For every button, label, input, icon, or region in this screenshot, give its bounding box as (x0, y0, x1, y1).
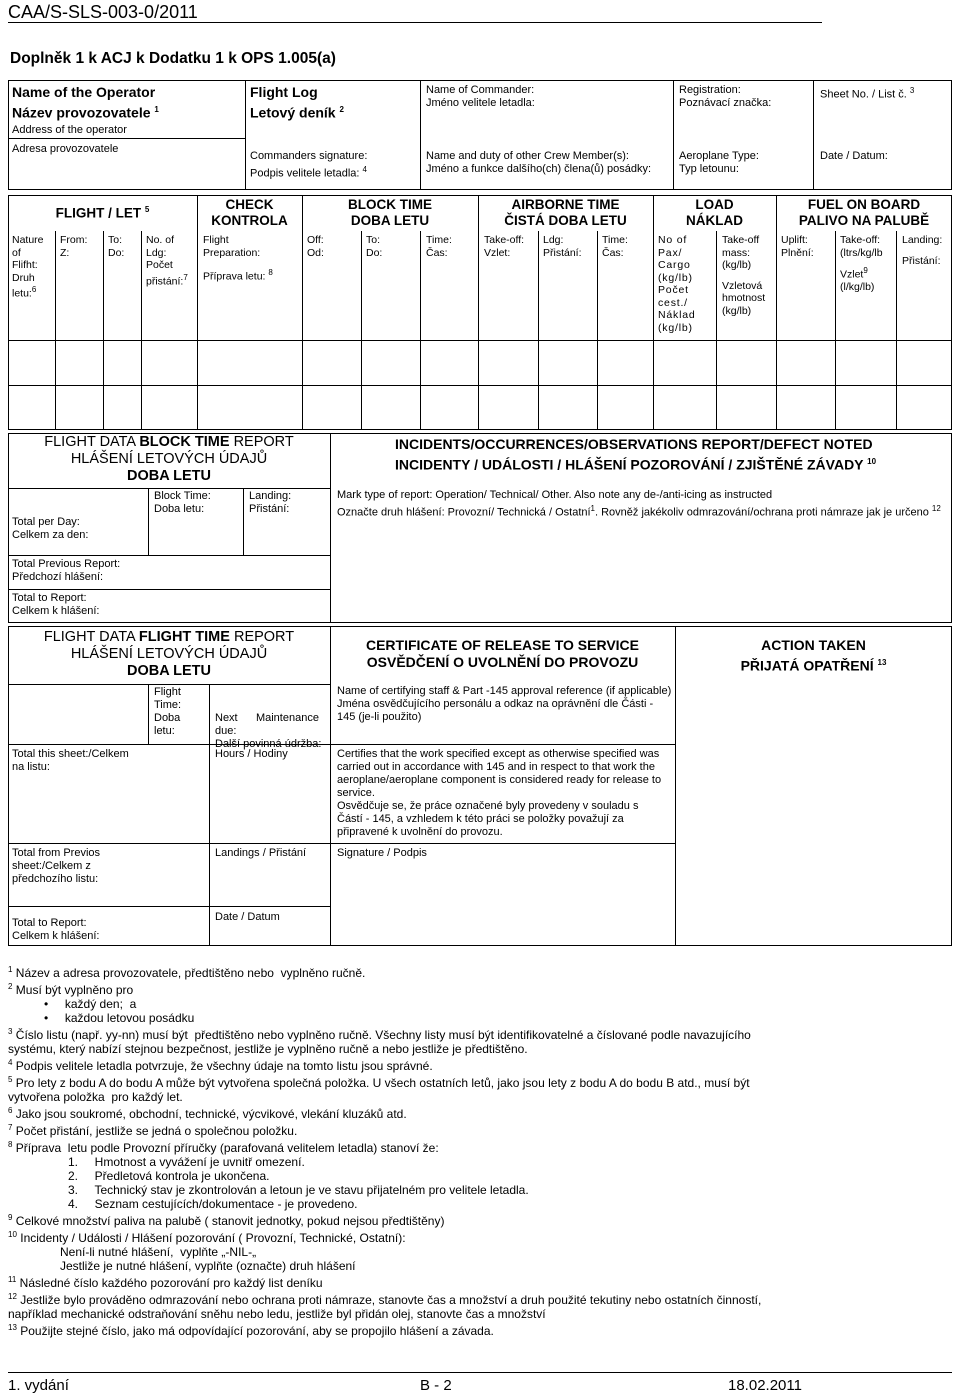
footnote-line (8, 1155, 948, 1169)
flight-grid (8, 195, 952, 430)
footnote-text: Není-li nutné hlášení, vyplňte „-NIL-„ (60, 1245, 257, 1259)
col-fuel-landing: Landing: Přistání: (902, 234, 943, 267)
operator-address-label: Adresa provozovatele (12, 143, 119, 155)
grid-col-line (55, 231, 56, 430)
col-pax-cargo: No of Pax/ Cargo (kg/lb) Počet cest./ Náklad (kg/lb) (658, 234, 696, 334)
check-group-header: CHECK KONTROLA (211, 197, 288, 228)
total-previous-sheet-label: Total from Previos sheet:/Celkem z předchozího listu: (12, 847, 101, 885)
footnote-line (8, 1273, 948, 1290)
grid-col-line (103, 231, 104, 430)
footnote-line (8, 1290, 948, 1307)
footnote-number: 13 (8, 1323, 17, 1332)
footnote-text: Příprava letu podle Provozní příručky (parafovaná velitelem letadla) stanoví že: (12, 1141, 439, 1155)
total-per-day-label: Total per Day: Celkem za den: (12, 516, 89, 541)
grid-col-line (141, 231, 142, 430)
grid-col-line (302, 195, 303, 430)
footnote-number: 5 (8, 1075, 13, 1084)
footnote-text: 3. Technický stav je zkontrolován a letoun je ve stavu přijatelném pro velitele letadla. (68, 1183, 529, 1197)
sheet-number-field: Sheet No. / List č. $^3$ (820, 86, 915, 101)
crew-field: Name and duty of other Crew Member(s): Jméno a funkce dalšího(ch) člena(ů) posádky: (426, 150, 652, 175)
footnote-line (8, 1245, 948, 1259)
divider (8, 684, 330, 685)
footnote-number: 8 (8, 1140, 13, 1149)
operator-name-block: Name of the Operator Název provozovatele $^1$ Address of the operator (12, 84, 159, 136)
flight-time-col: Flight Time: Doba letu: (154, 686, 182, 737)
footnote-line (8, 1056, 948, 1073)
footnote-line (8, 1197, 948, 1211)
flight-group-header: FLIGHT / LET $^5$ (55, 205, 150, 221)
footnote-number: 12 (8, 1292, 17, 1301)
footnote-number: 9 (8, 1213, 13, 1222)
grid-col-line (597, 231, 598, 430)
document-title: Doplněk 1 k ACJ k Dodatku 1 k OPS 1.005(a) (10, 50, 336, 67)
footnote-text: Jestliže bylo prováděno odmrazování nebo ochrana proti námraze, stanovte čas a množství a druh použité tekutiny nebo ostatních činností, (16, 1293, 762, 1307)
footnote-number: 2 (8, 982, 13, 991)
landings-label: Landings / Přistání (215, 847, 307, 859)
grid-col-line (896, 231, 897, 430)
divider (148, 488, 149, 555)
flight-log-title: Flight Log Letový deník $^2$ (250, 84, 344, 121)
block-time-group-header: BLOCK TIME DOBA LETU (348, 197, 432, 228)
footnote-text: Incidenty / Události / Hlášení pozorování ( Provozní, Technické, Ostatní): (16, 1231, 406, 1245)
grid-col-line (776, 195, 777, 430)
footnote-number: 4 (8, 1058, 13, 1067)
grid-row-line (8, 385, 952, 386)
divider (8, 555, 330, 556)
footnote-text: 1. Hmotnost a vyvážení je uvnitř omezení. (68, 1155, 305, 1169)
footnote-text: například mechanické odstraňování sněhu nebo ledu, jestliže byl přidán olej, stanovte čas a množství (8, 1307, 546, 1321)
footnote-line (8, 1169, 948, 1183)
footnote-number: 7 (8, 1123, 13, 1132)
divider (8, 906, 330, 907)
load-group-header: LOAD NÁKLAD (686, 197, 743, 228)
registration-field: Registration: Poznávací značka: (679, 84, 772, 109)
footnote-text: Musí být vyplněno pro (12, 983, 134, 997)
footnote-text: Jestliže je nutné hlášení, vyplňte (označte) druh hlášení (60, 1259, 356, 1273)
hours-label: Hours / Hodiny (215, 748, 288, 760)
footnote-text: Následné číslo každého pozorování pro každý list deníku (16, 1276, 323, 1290)
footnote-text: systému, který nabízí stejnou bezpečnost, jestliže je vyplněno ručně a nebo jestliže je předtištěno. (8, 1042, 528, 1056)
airborne-time-group-header: AIRBORNE TIME ČISTÁ DOBA LETU (504, 197, 627, 228)
footnote-line (8, 1121, 948, 1138)
footnote-text: Počet přistání, jestliže se jedná o společnou položku. (12, 1124, 298, 1138)
footnote-text: Celkové množství paliva na palubě ( stanovit jednotky, pokud nejsou předtištěny) (12, 1214, 445, 1228)
footnote-line (8, 1104, 948, 1121)
col-airborne-landing: Ldg: Přistání: (543, 234, 582, 259)
grid-col-line (197, 195, 198, 430)
commander-signature-field: Commanders signature: Podpis velitele letadla: $^4$ (250, 150, 368, 180)
fuel-group-header: FUEL ON BOARD PALIVO NA PALUBĚ (798, 197, 930, 228)
footnote-text: • každý den; a (44, 997, 137, 1011)
footnote-line (8, 1183, 948, 1197)
grid-row-line (8, 340, 952, 341)
landing-col: Landing: Přistání: (249, 490, 292, 515)
footnote-number: 6 (8, 1106, 13, 1115)
divider (8, 138, 245, 139)
footer-edition: 1. vydání (8, 1377, 69, 1394)
footnote-number: 10 (8, 1230, 17, 1239)
footnotes (8, 963, 948, 1338)
divider (420, 80, 421, 190)
certification-statement: Certifies that the work specified except as otherwise specified was carried out in accordance with 145 and in respect to that work the aeroplane/aeroplane component is considered ready for release to service. Osvědčuje se, že práce označené byly provedeny v souladu s Částí - 145, a vzhledem k této práci se položky považují za připravené k uvolnění do provozu. (337, 748, 662, 838)
total-this-sheet-label: Total this sheet:/Celkem na listu: (12, 748, 129, 773)
footnote-line (8, 963, 948, 980)
footnote-number: 1 (8, 965, 13, 974)
footnote-line (8, 1211, 948, 1228)
divider (813, 80, 814, 190)
col-from: From: Z: (60, 234, 88, 259)
col-airborne-time: Time: Čas: (602, 234, 628, 259)
divider (148, 684, 149, 744)
footer-date: 18.02.2011 (728, 1377, 802, 1394)
total-to-report-label-2: Total to Report: Celkem k hlášení: (12, 917, 100, 942)
divider (8, 744, 675, 745)
footnote-line (8, 1307, 948, 1321)
footnote-text: Číslo listu (např. yy-nn) musí být předtištěno nebo vyplněno ručně. Všechny listy musí být identifikovatelné a číslované podle navazujícího (12, 1028, 751, 1042)
footnote-line (8, 1042, 948, 1056)
total-previous-label: Total Previous Report: Předchozí hlášení: (12, 558, 121, 583)
footnote-text: vytvořena položka pro každý let. (8, 1090, 183, 1104)
footnote-text: Použijte stejné číslo, jako má odpovídající pozorování, aby se propojilo hlášení a závada. (16, 1324, 494, 1338)
col-block-to: To: Do: (366, 234, 383, 259)
footnote-text: Podpis velitele letadla potvrzuje, že všechny údaje na tomto listu jsou správné. (12, 1059, 433, 1073)
grid-col-line (538, 231, 539, 430)
footnote-text: Pro lety z bodu A do bodu A může být vytvořena společná položka. U všech ostatních letů, jako jsou lety z bodu A do bodu B atd., musí být (12, 1076, 750, 1090)
footnote-line (8, 1321, 948, 1338)
date-field: Date / Datum: (820, 150, 888, 162)
divider (673, 80, 674, 190)
col-landings: No. of Ldg: Počet přistání:$^7$ (146, 234, 188, 287)
footnote-text: Název a adresa provozovatele, předtištěno nebo vyplněno ručně. (12, 966, 366, 980)
col-fuel-takeoff: Take-off: (ltrs/kg/lb Vzlet$^9$ (l/kg/lb) (840, 234, 883, 293)
grid-col-line (478, 195, 479, 430)
footnote-line (8, 1138, 948, 1155)
incidents-title: INCIDENTS/OCCURRENCES/OBSERVATIONS REPORT/DEFECT NOTED INCIDENTY / UDÁLOSTI / HLÁŠENÍ POZOROVÁNÍ / ZJIŠTĚNÉ ZÁVADY $^{10}$ (395, 436, 877, 473)
divider (243, 488, 244, 555)
divider (8, 488, 330, 489)
footnote-line (8, 980, 948, 997)
certifying-staff-field: Name of certifying staff & Part -145 approval reference (if applicable) Jména osvědčujícího personálu a odkaz na oprávnění dle Části - 145 (je-li použito) (337, 685, 672, 723)
divider (330, 626, 331, 946)
next-maintenance-col: Next Maintenance due: Další povinná údržba: (215, 712, 322, 750)
incidents-instructions: Mark type of report: Operation/ Technical/ Other. Also note any de-/anti-icing as instructed Označte druh hlášení: Provozní/ Technická / Ostatní$^1$. Rovněž jakékoliv odmrazování/ochrana proti námraze jak je určeno $^{12}$ (337, 489, 941, 519)
divider (8, 843, 675, 844)
flight-time-report-title: FLIGHT DATA FLIGHT TIME REPORT HLÁŠENÍ LETOVÝCH ÚDAJŮ DOBA LETU (43, 629, 295, 679)
block-time-report-title: FLIGHT DATA BLOCK TIME REPORT HLÁŠENÍ LETOVÝCH ÚDAJŮ DOBA LETU (44, 434, 294, 484)
divider (8, 589, 330, 590)
col-takeoff-mass: Take-off mass: (kg/lb) Vzletová hmotnost (kg/lb) (722, 234, 766, 317)
crs-title: CERTIFICATE OF RELEASE TO SERVICE OSVĚDČENÍ O UVOLNĚNÍ DO PROVOZU (365, 637, 640, 670)
col-nature: Nature of Flifht: Druh letu:$^6$ (12, 234, 44, 300)
footnote-number: 11 (8, 1275, 17, 1284)
footnote-line (8, 1011, 948, 1025)
action-taken-title: ACTION TAKEN PŘIJATÁ OPATŘENÍ $^{13}$ (740, 637, 887, 674)
col-to: To: Do: (108, 234, 125, 259)
footnote-line (8, 1259, 948, 1273)
footnote-text: 4. Seznam cestujících/dokumentace - je provedeno. (68, 1197, 358, 1211)
grid-col-line (361, 231, 362, 430)
grid-col-line (835, 231, 836, 430)
footnote-line (8, 1228, 948, 1245)
grid-col-line (716, 231, 717, 430)
total-to-report-label: Total to Report: Celkem k hlášení: (12, 592, 100, 617)
footnote-line (8, 1073, 948, 1090)
footnote-text: Jako jsou soukromé, obchodní, technické, výcvikové, vlekání kluzáků atd. (12, 1107, 407, 1121)
block-time-col: Block Time: Doba letu: (154, 490, 211, 515)
footer-page: B - 2 (420, 1377, 452, 1394)
footnote-line (8, 997, 948, 1011)
footnote-number: 3 (8, 1027, 13, 1036)
date-label: Date / Datum (215, 911, 280, 923)
col-airborne-takeoff: Take-off: Vzlet: (484, 234, 525, 259)
aeroplane-type-field: Aeroplane Type: Typ letounu: (679, 150, 759, 175)
grid-col-line (653, 195, 654, 430)
footer-rule (8, 1372, 952, 1373)
header-rule (8, 22, 822, 23)
col-block-off: Off: Od: (307, 234, 324, 259)
signature-field: Signature / Podpis (337, 847, 427, 859)
divider (245, 80, 246, 190)
footnote-line (8, 1025, 948, 1042)
commander-name-field: Name of Commander: Jméno velitele letadla: (426, 84, 535, 109)
footnote-text: • každou letovou posádku (44, 1011, 195, 1025)
grid-col-line (420, 231, 421, 430)
document-code: CAA/S-SLS-003-0/2011 (8, 2, 198, 22)
col-fuel-uplift: Uplift: Plnění: (781, 234, 814, 259)
col-block-time: Time: Čas: (426, 234, 452, 259)
footnote-text: 2. Předletová kontrola je ukončena. (68, 1169, 270, 1183)
footnote-line (8, 1090, 948, 1104)
divider (330, 433, 331, 623)
col-flight-preparation: Flight Preparation: Příprava letu: $^8$ (203, 234, 273, 283)
